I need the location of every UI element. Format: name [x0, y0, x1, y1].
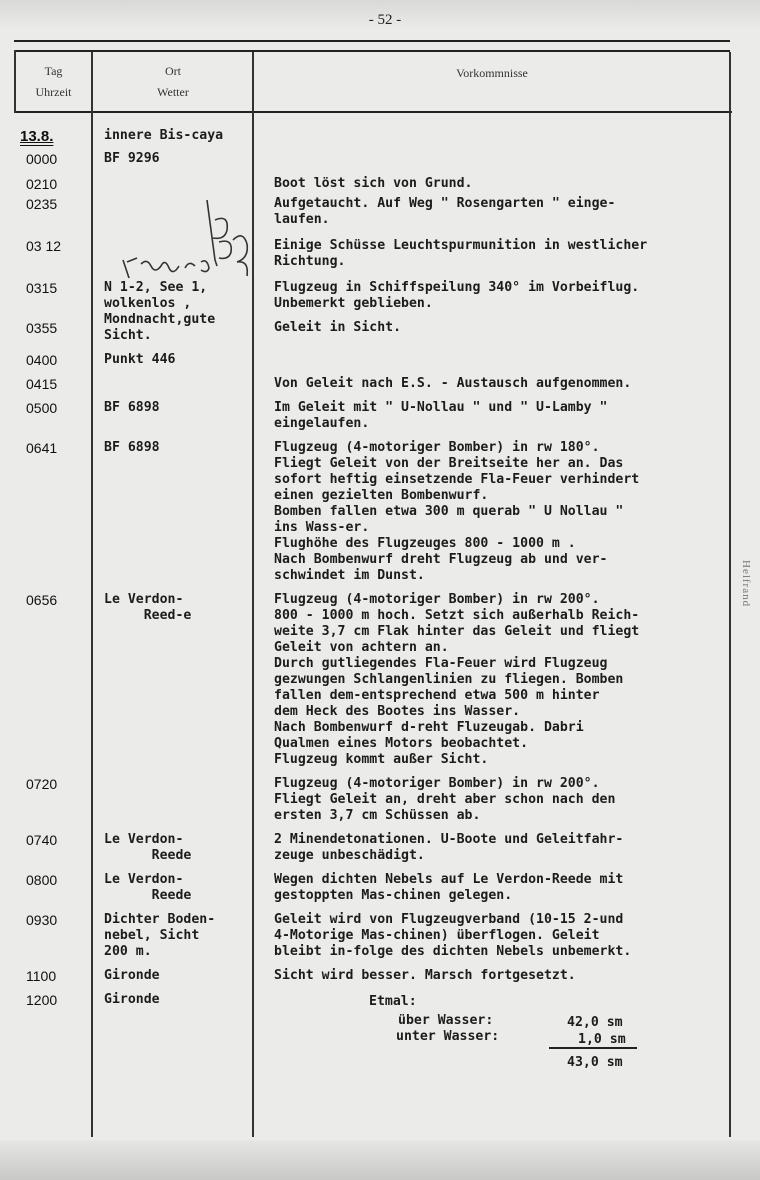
entry-location-weather — [104, 128, 223, 144]
location-line: 200 m. — [104, 944, 152, 959]
event-line: sofort heftig einsetzende Fla-Feuer verhindert — [274, 472, 640, 487]
event-line: gezwungen Schlangenlinien zu fliegen. Bomben — [274, 672, 624, 687]
etmal-under-value: 1,0 sm — [578, 1032, 626, 1047]
entry-location-weather — [104, 912, 215, 960]
entry-location-weather — [104, 352, 175, 368]
entry-time: 1200 — [26, 992, 58, 1008]
event-line: Qualmen eines Motors beobachtet. — [274, 736, 529, 751]
event-line: Flugzeug kommt außer Sicht. — [274, 752, 489, 767]
entry-events — [274, 872, 623, 904]
event-line: bleibt in-folge des dichten Nebels unbemerkt. — [274, 944, 632, 959]
table-header-bottom-rule — [14, 111, 732, 113]
event-line: Boot löst sich von Grund. — [274, 176, 473, 191]
header-vorkommnisse: Vorkommnisse — [456, 66, 528, 80]
entry-time: 0400 — [26, 352, 58, 368]
event-line: schwindet im Dunst. — [274, 568, 425, 583]
event-line: eingelaufen. — [274, 416, 370, 431]
entry-events — [274, 400, 607, 432]
table-header-rule — [14, 50, 730, 52]
event-line: Durch gutliegendes Fla-Feuer wird Flugzeug — [274, 656, 608, 671]
event-line: fallen dem-entsprechend etwa 500 m hinter — [274, 688, 600, 703]
entry-events — [274, 592, 639, 768]
location-line: BF 6898 — [104, 440, 160, 455]
location-line: Reede — [104, 848, 192, 863]
event-line: 2 Minendetonationen. U-Boote und Geleitfahr- — [274, 832, 624, 847]
event-line: Im Geleit mit " U-Nollau " und " U-Lamby " — [274, 400, 608, 415]
event-line: 4-Motorige Mas-chinen) überflogen. Geleit — [274, 928, 600, 943]
entry-location-weather — [104, 968, 160, 984]
table-top-rule — [14, 40, 730, 42]
entry-events — [274, 376, 631, 392]
entry-time: 03 12 — [26, 238, 62, 254]
location-line: BF 9296 — [104, 151, 160, 166]
etmal-over-label: über Wasser: — [398, 1013, 494, 1028]
entry-events — [274, 912, 631, 960]
event-line: 800 - 1000 m hoch. Setzt sich außerhalb Reich- — [274, 608, 640, 623]
entry-time: 0930 — [26, 912, 58, 928]
event-line: Geleit in Sicht. — [274, 320, 402, 335]
event-line: dem Heck des Bootes ins Wasser. — [274, 704, 521, 719]
location-line: Gironde — [104, 968, 160, 983]
entry-time: 0800 — [26, 872, 58, 888]
entry-location-weather — [104, 440, 160, 456]
entry-time: 0210 — [26, 176, 58, 192]
entry-location-weather — [104, 992, 160, 1008]
entry-events — [274, 196, 615, 228]
table-right-border — [729, 52, 731, 1137]
location-line: Sicht. — [104, 328, 152, 343]
entry-time: 0720 — [26, 776, 58, 792]
event-line: ins Wass-er. — [274, 520, 370, 535]
event-line: Flugzeug (4-motoriger Bomber) in rw 200°. — [274, 592, 600, 607]
event-line: einen gezielten Bombenwurf. — [274, 488, 489, 503]
etmal-sum-rule — [549, 1047, 637, 1049]
location-line: nebel, Sicht — [104, 928, 200, 943]
event-line: gestoppten Mas-chinen gelegen. — [274, 888, 513, 903]
location-line: wolkenlos , — [104, 296, 192, 311]
event-line: Richtung. — [274, 254, 346, 269]
entry-events — [274, 320, 401, 336]
etmal-over-value: 42,0 sm — [567, 1015, 623, 1030]
entry-location-weather — [104, 832, 191, 864]
event-line: Fliegt Geleit von der Breitseite her an. Das — [274, 456, 624, 471]
page-number: - 52 - — [368, 12, 402, 28]
location-line: Le Verdon- — [104, 592, 184, 607]
event-line: Flugzeug in Schiffspeilung 340° im Vorbeiflug. — [274, 280, 640, 295]
event-line: Unbemerkt geblieben. — [274, 296, 433, 311]
entry-events — [274, 176, 473, 192]
location-line: Le Verdon- — [104, 832, 184, 847]
entry-events — [274, 280, 639, 312]
header-ort: Ort — [165, 64, 181, 78]
location-line: Punkt 446 — [104, 352, 176, 367]
location-line: BF 6898 — [104, 400, 160, 415]
location-line: Reede — [104, 888, 192, 903]
entry-events — [274, 968, 576, 984]
event-line: Geleit wird von Flugzeugverband (10-15 2-und — [274, 912, 624, 927]
entry-time: 0740 — [26, 832, 58, 848]
entry-time: 0000 — [26, 151, 58, 167]
margin-stamp: Helfrand — [740, 560, 752, 608]
event-line: Geleit von achtern an. — [274, 640, 449, 655]
etmal-under-label: unter Wasser: — [396, 1029, 500, 1044]
location-line: innere Bis-caya — [104, 128, 224, 143]
entry-events — [274, 832, 623, 864]
event-line: weite 3,7 cm Flak hinter das Geleit und fliegt — [274, 624, 640, 639]
event-line: laufen. — [274, 212, 330, 227]
entry-location-weather — [104, 400, 160, 416]
entry-time: 0315 — [26, 280, 58, 296]
entry-location-weather — [104, 592, 191, 624]
entry-time: 0355 — [26, 320, 58, 336]
event-line: Flugzeug (4-motoriger Bomber) in rw 180°. — [274, 440, 600, 455]
header-tag-uhrzeit — [16, 61, 91, 103]
event-line: Aufgetaucht. Auf Weg " Rosengarten " einge- — [274, 196, 616, 211]
header-tag: Tag — [44, 64, 63, 78]
event-line: Sicht wird besser. Marsch fortgesetzt. — [274, 968, 576, 983]
entry-time: 0500 — [26, 400, 58, 416]
location-line: Le Verdon- — [104, 872, 184, 887]
entry-time: 1100 — [26, 968, 57, 984]
event-line: Bomben fallen etwa 300 m querab " U Nollau " — [274, 504, 624, 519]
event-line: Flughöhe des Flugzeuges 800 - 1000 m . — [274, 536, 576, 551]
event-line: Fliegt Geleit an, dreht aber schon nach den — [274, 792, 616, 807]
event-line: ersten 3,7 cm Schüssen ab. — [274, 808, 481, 823]
entry-events — [274, 238, 647, 270]
location-line: Reed-e — [104, 608, 192, 623]
entry-time: 0235 — [26, 196, 58, 212]
entry-time: 13.8. — [20, 128, 54, 145]
event-line: Von Geleit nach E.S. - Austausch aufgenommen. — [274, 376, 632, 391]
handwritten-annotation-icon — [115, 190, 265, 300]
header-wetter: Wetter — [157, 85, 189, 99]
header-uhrzeit: Uhrzeit — [35, 85, 72, 99]
entry-events — [274, 440, 639, 584]
event-line: Flugzeug (4-motoriger Bomber) in rw 200°. — [274, 776, 600, 791]
etmal-title: Etmal: — [369, 994, 417, 1009]
event-line: Nach Bombenwurf dreht Flugzeug ab und ver- — [274, 552, 608, 567]
location-line: N 1-2, See 1, — [104, 280, 208, 295]
entry-location-weather — [104, 151, 160, 167]
entry-events — [274, 776, 615, 824]
event-line: Nach Bombenwurf d-reht Fluzeugab. Dabri — [274, 720, 584, 735]
event-line: Wegen dichten Nebels auf Le Verdon-Reede mit — [274, 872, 624, 887]
etmal-total-value: 43,0 sm — [567, 1055, 623, 1070]
column-divider-1 — [91, 52, 93, 1137]
entry-location-weather — [104, 872, 191, 904]
event-line: Einige Schüsse Leuchtspurmunition in westlicher — [274, 238, 648, 253]
entry-time: 0656 — [26, 592, 58, 608]
location-line: Mondnacht,gute — [104, 312, 216, 327]
location-line: Gironde — [104, 992, 160, 1007]
location-line: Dichter Boden- — [104, 912, 216, 927]
entry-time: 0641 — [26, 440, 58, 456]
entry-time: 0415 — [26, 376, 58, 392]
event-line: zeuge unbeschädigt. — [274, 848, 425, 863]
header-ort-wetter — [94, 61, 252, 103]
scan-shadow-bottom — [0, 1140, 760, 1180]
